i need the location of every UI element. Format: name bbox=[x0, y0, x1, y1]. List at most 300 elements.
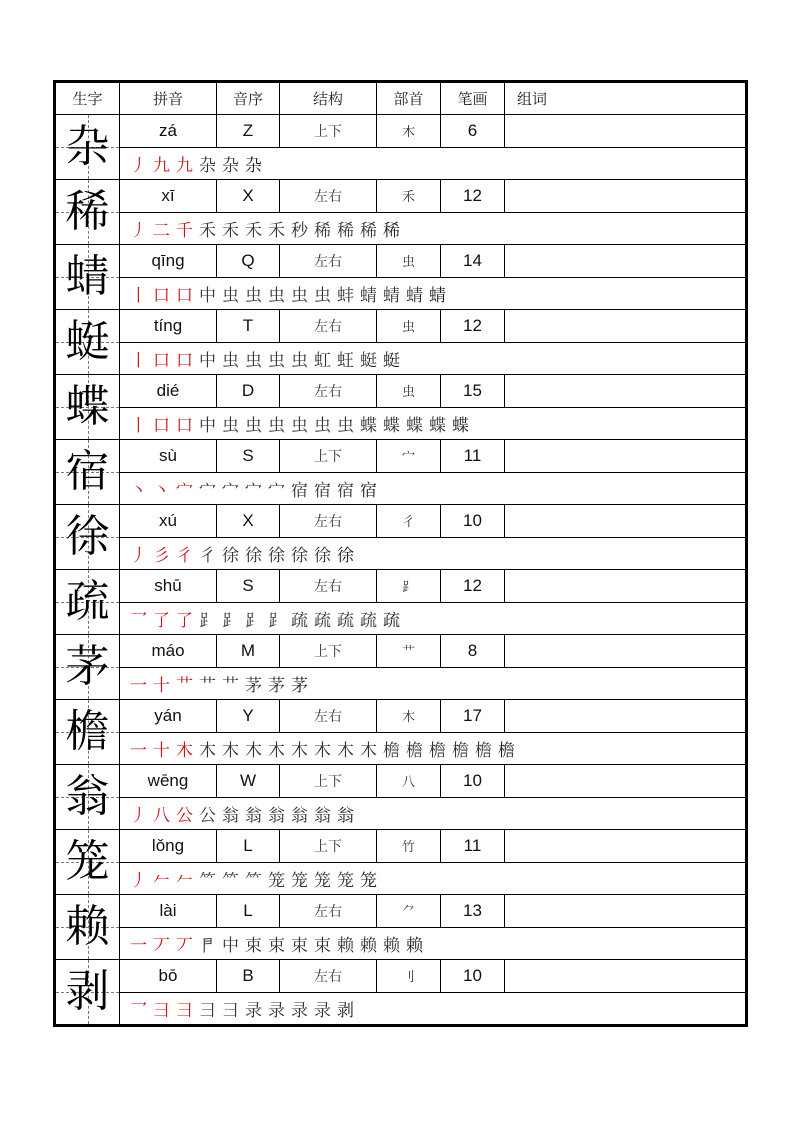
header-order: 音序 bbox=[217, 83, 280, 115]
pinyin-cell: lài bbox=[120, 895, 217, 928]
words-input-cell[interactable] bbox=[505, 115, 746, 148]
stroke-step: 翁 bbox=[337, 805, 354, 826]
big-character-cell bbox=[56, 245, 120, 310]
stroke-step: 千 bbox=[176, 220, 193, 241]
big-character: 宿 bbox=[65, 446, 110, 497]
stroke-step: ⺮ bbox=[199, 870, 216, 891]
stroke-step: 艹 bbox=[199, 675, 216, 696]
words-input-cell[interactable] bbox=[505, 570, 746, 603]
stroke-sequence bbox=[120, 667, 746, 700]
character-info-row bbox=[56, 440, 746, 473]
stroke-step: 了 bbox=[176, 610, 193, 631]
stroke-count-cell: 12 bbox=[441, 310, 505, 343]
stroke-step: 蚟 bbox=[337, 350, 354, 371]
stroke-step: 束 bbox=[245, 935, 262, 956]
stroke-count-cell: 6 bbox=[441, 115, 505, 148]
stroke-step: 杂 bbox=[199, 155, 216, 176]
stroke-step: 虫 bbox=[291, 350, 308, 371]
stroke-step: 口 bbox=[176, 350, 193, 371]
stroke-step: 宿 bbox=[291, 480, 308, 501]
stroke-step: 丿 bbox=[130, 870, 147, 891]
structure-cell: 左右 bbox=[280, 375, 377, 408]
stroke-step: 茅 bbox=[291, 675, 308, 696]
words-input-cell[interactable] bbox=[505, 895, 746, 928]
stroke-step: 木 bbox=[268, 740, 285, 761]
stroke-order-worksheet bbox=[53, 80, 748, 1027]
stroke-step: ⻊ bbox=[245, 610, 262, 631]
stroke-step: 疏 bbox=[314, 610, 331, 631]
stroke-sequence bbox=[120, 472, 746, 505]
words-input-cell[interactable] bbox=[505, 440, 746, 473]
stroke-sequence-row bbox=[56, 667, 746, 700]
stroke-step: 禾 bbox=[222, 220, 239, 241]
stroke-count-cell: 11 bbox=[441, 440, 505, 473]
stroke-step: 彡 bbox=[153, 545, 170, 566]
words-input-cell[interactable] bbox=[505, 180, 746, 213]
stroke-step: 稀 bbox=[383, 220, 400, 241]
stroke-step: 木 bbox=[360, 740, 377, 761]
stroke-step: 宿 bbox=[337, 480, 354, 501]
big-character: 蜓 bbox=[65, 316, 110, 367]
stroke-step: 彳 bbox=[176, 545, 193, 566]
header-row bbox=[56, 83, 746, 115]
words-input-cell[interactable] bbox=[505, 245, 746, 278]
order-cell: S bbox=[217, 440, 280, 473]
words-input-cell[interactable] bbox=[505, 700, 746, 733]
structure-cell: 上下 bbox=[280, 765, 377, 798]
structure-cell: 左右 bbox=[280, 700, 377, 733]
order-cell: X bbox=[217, 180, 280, 213]
stroke-sequence-row bbox=[56, 407, 746, 440]
stroke-step: 十 bbox=[153, 675, 170, 696]
stroke-step: 虫 bbox=[268, 350, 285, 371]
stroke-count-cell: 8 bbox=[441, 635, 505, 668]
stroke-step: 束 bbox=[314, 935, 331, 956]
stroke-sequence-row bbox=[56, 472, 746, 505]
stroke-step: 禾 bbox=[245, 220, 262, 241]
stroke-step: 乛 bbox=[130, 610, 147, 631]
stroke-step: 蝶 bbox=[360, 415, 377, 436]
stroke-step: 禾 bbox=[268, 220, 285, 241]
stroke-step: 九 bbox=[153, 155, 170, 176]
stroke-step: 宀 bbox=[176, 480, 193, 501]
big-character: 稀 bbox=[65, 186, 110, 237]
stroke-sequence bbox=[120, 277, 746, 310]
words-input-cell[interactable] bbox=[505, 310, 746, 343]
stroke-step: 徐 bbox=[314, 545, 331, 566]
stroke-step: 徐 bbox=[222, 545, 239, 566]
stroke-step: 蝶 bbox=[383, 415, 400, 436]
stroke-sequence-row bbox=[56, 342, 746, 375]
stroke-step: 虫 bbox=[245, 350, 262, 371]
structure-cell: 左右 bbox=[280, 245, 377, 278]
stroke-count-cell: 10 bbox=[441, 505, 505, 538]
pinyin-cell: qīng bbox=[120, 245, 217, 278]
stroke-step: 翁 bbox=[222, 805, 239, 826]
stroke-step: ⻊ bbox=[222, 610, 239, 631]
stroke-sequence-row bbox=[56, 147, 746, 180]
stroke-step: 虫 bbox=[222, 350, 239, 371]
stroke-step: 檐 bbox=[452, 740, 469, 761]
big-character-cell bbox=[56, 635, 120, 700]
stroke-step: ⻊ bbox=[268, 610, 285, 631]
stroke-sequence-row bbox=[56, 732, 746, 765]
big-character: 剥 bbox=[65, 966, 110, 1017]
stroke-step: 蜻 bbox=[429, 285, 446, 306]
radical-cell: 宀 bbox=[377, 440, 441, 473]
order-cell: Z bbox=[217, 115, 280, 148]
stroke-step: 艹 bbox=[176, 675, 193, 696]
stroke-sequence bbox=[120, 862, 746, 895]
pinyin-cell: xī bbox=[120, 180, 217, 213]
structure-cell: 左右 bbox=[280, 895, 377, 928]
stroke-step: 笼 bbox=[268, 870, 285, 891]
stroke-step: 口 bbox=[176, 285, 193, 306]
stroke-step: 丆 bbox=[176, 935, 193, 956]
stroke-step: 宿 bbox=[314, 480, 331, 501]
stroke-step: 口 bbox=[153, 415, 170, 436]
stroke-step: 蜓 bbox=[383, 350, 400, 371]
order-cell: D bbox=[217, 375, 280, 408]
stroke-step: 木 bbox=[199, 740, 216, 761]
stroke-step: 九 bbox=[176, 155, 193, 176]
stroke-step: 一 bbox=[130, 740, 147, 761]
character-info-row bbox=[56, 375, 746, 408]
big-character-cell bbox=[56, 440, 120, 505]
order-cell: S bbox=[217, 570, 280, 603]
big-character-cell bbox=[56, 895, 120, 960]
radical-cell: ⺈ bbox=[377, 895, 441, 928]
character-info-row bbox=[56, 310, 746, 343]
stroke-step: 徐 bbox=[291, 545, 308, 566]
words-input-cell[interactable] bbox=[505, 505, 746, 538]
radical-cell: 木 bbox=[377, 115, 441, 148]
stroke-step: 𠂉 bbox=[176, 870, 193, 891]
big-character: 赖 bbox=[65, 901, 110, 952]
character-info-row bbox=[56, 570, 746, 603]
pinyin-cell: shū bbox=[120, 570, 217, 603]
stroke-step: 虫 bbox=[291, 415, 308, 436]
stroke-step: 录 bbox=[314, 1000, 331, 1021]
stroke-step: 中 bbox=[199, 350, 216, 371]
stroke-step: 杂 bbox=[245, 155, 262, 176]
stroke-sequence bbox=[120, 732, 746, 765]
stroke-step: 虫 bbox=[268, 415, 285, 436]
big-character: 疏 bbox=[65, 576, 110, 627]
stroke-step: 杂 bbox=[222, 155, 239, 176]
radical-cell: 禾 bbox=[377, 180, 441, 213]
character-info-row bbox=[56, 895, 746, 928]
stroke-step: 彐 bbox=[222, 1000, 239, 1021]
stroke-step: 赖 bbox=[337, 935, 354, 956]
header-words: 组词 bbox=[505, 83, 746, 115]
big-character: 蝶 bbox=[65, 381, 110, 432]
stroke-step: 彐 bbox=[199, 1000, 216, 1021]
structure-cell: 左右 bbox=[280, 570, 377, 603]
stroke-sequence-row bbox=[56, 602, 746, 635]
stroke-step: 檐 bbox=[475, 740, 492, 761]
radical-cell: ⻊ bbox=[377, 570, 441, 603]
stroke-sequence-row bbox=[56, 927, 746, 960]
order-cell: X bbox=[217, 505, 280, 538]
stroke-sequence bbox=[120, 212, 746, 245]
stroke-step: 檐 bbox=[406, 740, 423, 761]
character-info-row bbox=[56, 180, 746, 213]
stroke-sequence-row bbox=[56, 277, 746, 310]
stroke-step: 翁 bbox=[245, 805, 262, 826]
stroke-step: 丿 bbox=[130, 220, 147, 241]
words-input-cell[interactable] bbox=[505, 960, 746, 993]
big-character-cell bbox=[56, 960, 120, 1025]
big-character: 蜻 bbox=[65, 251, 110, 302]
radical-cell: 虫 bbox=[377, 375, 441, 408]
stroke-step: 虫 bbox=[222, 415, 239, 436]
words-input-cell[interactable] bbox=[505, 375, 746, 408]
big-character: 徐 bbox=[65, 511, 110, 562]
character-table bbox=[55, 82, 746, 1025]
stroke-step: 束 bbox=[291, 935, 308, 956]
stroke-step: 彐 bbox=[176, 1000, 193, 1021]
stroke-step: 艹 bbox=[222, 675, 239, 696]
pinyin-cell: sù bbox=[120, 440, 217, 473]
stroke-sequence-row bbox=[56, 797, 746, 830]
stroke-step: 宀 bbox=[268, 480, 285, 501]
stroke-sequence bbox=[120, 407, 746, 440]
stroke-step: 木 bbox=[245, 740, 262, 761]
character-info-row bbox=[56, 765, 746, 798]
stroke-sequence-row bbox=[56, 862, 746, 895]
stroke-step: 木 bbox=[291, 740, 308, 761]
radical-cell: 八 bbox=[377, 765, 441, 798]
stroke-step: 稀 bbox=[360, 220, 377, 241]
stroke-sequence bbox=[120, 927, 746, 960]
order-cell: Q bbox=[217, 245, 280, 278]
structure-cell: 上下 bbox=[280, 115, 377, 148]
pinyin-cell: máo bbox=[120, 635, 217, 668]
stroke-step: 束 bbox=[268, 935, 285, 956]
stroke-step: ⺮ bbox=[245, 870, 262, 891]
radical-cell: 木 bbox=[377, 700, 441, 733]
character-info-row bbox=[56, 830, 746, 863]
stroke-step: 宀 bbox=[199, 480, 216, 501]
structure-cell: 左右 bbox=[280, 310, 377, 343]
header-strokes: 笔画 bbox=[441, 83, 505, 115]
stroke-step: 翁 bbox=[268, 805, 285, 826]
character-info-row bbox=[56, 635, 746, 668]
character-info-row bbox=[56, 700, 746, 733]
stroke-step: 稀 bbox=[337, 220, 354, 241]
stroke-step: 丶 bbox=[130, 480, 147, 501]
stroke-step: 口 bbox=[153, 285, 170, 306]
stroke-step: 笼 bbox=[360, 870, 377, 891]
stroke-step: 了 bbox=[153, 610, 170, 631]
stroke-count-cell: 12 bbox=[441, 180, 505, 213]
words-input-cell[interactable] bbox=[505, 830, 746, 863]
order-cell: L bbox=[217, 830, 280, 863]
stroke-step: 蜻 bbox=[360, 285, 377, 306]
stroke-step: 徐 bbox=[337, 545, 354, 566]
order-cell: M bbox=[217, 635, 280, 668]
stroke-step: 丨 bbox=[130, 415, 147, 436]
stroke-step: 徐 bbox=[268, 545, 285, 566]
order-cell: W bbox=[217, 765, 280, 798]
stroke-step: 笼 bbox=[314, 870, 331, 891]
radical-cell: 虫 bbox=[377, 245, 441, 278]
big-character-cell bbox=[56, 700, 120, 765]
stroke-step: 疏 bbox=[337, 610, 354, 631]
big-character-cell bbox=[56, 570, 120, 635]
pinyin-cell: tíng bbox=[120, 310, 217, 343]
stroke-sequence-row bbox=[56, 537, 746, 570]
character-info-row bbox=[56, 505, 746, 538]
stroke-step: 虫 bbox=[337, 415, 354, 436]
structure-cell: 上下 bbox=[280, 635, 377, 668]
header-char: 生字 bbox=[56, 83, 120, 115]
stroke-sequence bbox=[120, 992, 746, 1025]
stroke-step: 彳 bbox=[199, 545, 216, 566]
stroke-step: 八 bbox=[153, 805, 170, 826]
stroke-sequence bbox=[120, 147, 746, 180]
stroke-step: 蚌 bbox=[337, 285, 354, 306]
stroke-step: 丿 bbox=[130, 805, 147, 826]
stroke-step: 宿 bbox=[360, 480, 377, 501]
stroke-step: 公 bbox=[176, 805, 193, 826]
stroke-step: 蜻 bbox=[383, 285, 400, 306]
stroke-count-cell: 11 bbox=[441, 830, 505, 863]
big-character: 笼 bbox=[65, 836, 110, 887]
stroke-step: 疏 bbox=[291, 610, 308, 631]
structure-cell: 左右 bbox=[280, 505, 377, 538]
stroke-step: 赖 bbox=[406, 935, 423, 956]
radical-cell: 彳 bbox=[377, 505, 441, 538]
stroke-step: 丨 bbox=[130, 285, 147, 306]
stroke-step: 虫 bbox=[245, 285, 262, 306]
stroke-step: 赖 bbox=[360, 935, 377, 956]
radical-cell: 刂 bbox=[377, 960, 441, 993]
stroke-step: 木 bbox=[222, 740, 239, 761]
stroke-step: 录 bbox=[245, 1000, 262, 1021]
stroke-step: 丆 bbox=[153, 935, 170, 956]
stroke-step: 笼 bbox=[291, 870, 308, 891]
order-cell: B bbox=[217, 960, 280, 993]
stroke-step: 乛 bbox=[130, 1000, 147, 1021]
stroke-step: 木 bbox=[176, 740, 193, 761]
character-info-row bbox=[56, 960, 746, 993]
stroke-sequence bbox=[120, 602, 746, 635]
header-structure: 结构 bbox=[280, 83, 377, 115]
stroke-step: 蝶 bbox=[406, 415, 423, 436]
character-info-row bbox=[56, 115, 746, 148]
stroke-step: 一 bbox=[130, 675, 147, 696]
stroke-step: 虫 bbox=[245, 415, 262, 436]
header-pinyin: 拼音 bbox=[120, 83, 217, 115]
stroke-step: 公 bbox=[199, 805, 216, 826]
stroke-step: 彐 bbox=[153, 1000, 170, 1021]
stroke-step: 稀 bbox=[314, 220, 331, 241]
stroke-count-cell: 13 bbox=[441, 895, 505, 928]
stroke-step: 二 bbox=[153, 220, 170, 241]
stroke-step: 秒 bbox=[291, 220, 308, 241]
structure-cell: 左右 bbox=[280, 180, 377, 213]
radical-cell: 竹 bbox=[377, 830, 441, 863]
stroke-step: 木 bbox=[314, 740, 331, 761]
stroke-step: 口 bbox=[153, 350, 170, 371]
stroke-sequence bbox=[120, 537, 746, 570]
stroke-step: 蝶 bbox=[452, 415, 469, 436]
stroke-step: 疏 bbox=[360, 610, 377, 631]
character-info-row bbox=[56, 245, 746, 278]
stroke-step: 笼 bbox=[337, 870, 354, 891]
structure-cell: 上下 bbox=[280, 830, 377, 863]
stroke-step: 𠁣 bbox=[199, 935, 216, 956]
header-radical: 部首 bbox=[377, 83, 441, 115]
words-input-cell[interactable] bbox=[505, 635, 746, 668]
stroke-step: 虹 bbox=[314, 350, 331, 371]
big-character: 翁 bbox=[65, 771, 110, 822]
stroke-step: 蜓 bbox=[360, 350, 377, 371]
pinyin-cell: wēng bbox=[120, 765, 217, 798]
stroke-step: 虫 bbox=[268, 285, 285, 306]
stroke-step: 录 bbox=[291, 1000, 308, 1021]
stroke-step: 檐 bbox=[498, 740, 515, 761]
stroke-step: 录 bbox=[268, 1000, 285, 1021]
pinyin-cell: xú bbox=[120, 505, 217, 538]
stroke-step: 檐 bbox=[429, 740, 446, 761]
stroke-step: 赖 bbox=[383, 935, 400, 956]
stroke-sequence bbox=[120, 797, 746, 830]
stroke-step: 茅 bbox=[268, 675, 285, 696]
stroke-step: 虫 bbox=[314, 415, 331, 436]
stroke-step: 虫 bbox=[222, 285, 239, 306]
big-character-cell bbox=[56, 830, 120, 895]
stroke-step: 蜻 bbox=[406, 285, 423, 306]
stroke-step: 虫 bbox=[314, 285, 331, 306]
structure-cell: 上下 bbox=[280, 440, 377, 473]
stroke-step: 中 bbox=[199, 415, 216, 436]
stroke-step: 中 bbox=[199, 285, 216, 306]
stroke-count-cell: 14 bbox=[441, 245, 505, 278]
pinyin-cell: dié bbox=[120, 375, 217, 408]
big-character-cell bbox=[56, 180, 120, 245]
stroke-count-cell: 17 bbox=[441, 700, 505, 733]
stroke-step: 𠂉 bbox=[153, 870, 170, 891]
big-character: 檐 bbox=[65, 706, 110, 757]
big-character-cell bbox=[56, 310, 120, 375]
stroke-count-cell: 15 bbox=[441, 375, 505, 408]
stroke-step: 丶 bbox=[153, 480, 170, 501]
stroke-step: 翁 bbox=[291, 805, 308, 826]
stroke-sequence-row bbox=[56, 212, 746, 245]
stroke-count-cell: 10 bbox=[441, 765, 505, 798]
stroke-step: 虫 bbox=[291, 285, 308, 306]
stroke-count-cell: 10 bbox=[441, 960, 505, 993]
structure-cell: 左右 bbox=[280, 960, 377, 993]
stroke-step: 口 bbox=[176, 415, 193, 436]
stroke-step: 丿 bbox=[130, 155, 147, 176]
stroke-step: 徐 bbox=[245, 545, 262, 566]
pinyin-cell: zá bbox=[120, 115, 217, 148]
order-cell: Y bbox=[217, 700, 280, 733]
words-input-cell[interactable] bbox=[505, 765, 746, 798]
stroke-step: 翁 bbox=[314, 805, 331, 826]
stroke-step: ⺮ bbox=[222, 870, 239, 891]
pinyin-cell: bō bbox=[120, 960, 217, 993]
stroke-step: 宀 bbox=[222, 480, 239, 501]
big-character-cell bbox=[56, 765, 120, 830]
stroke-step: 宀 bbox=[245, 480, 262, 501]
big-character-cell bbox=[56, 115, 120, 180]
radical-cell: 虫 bbox=[377, 310, 441, 343]
